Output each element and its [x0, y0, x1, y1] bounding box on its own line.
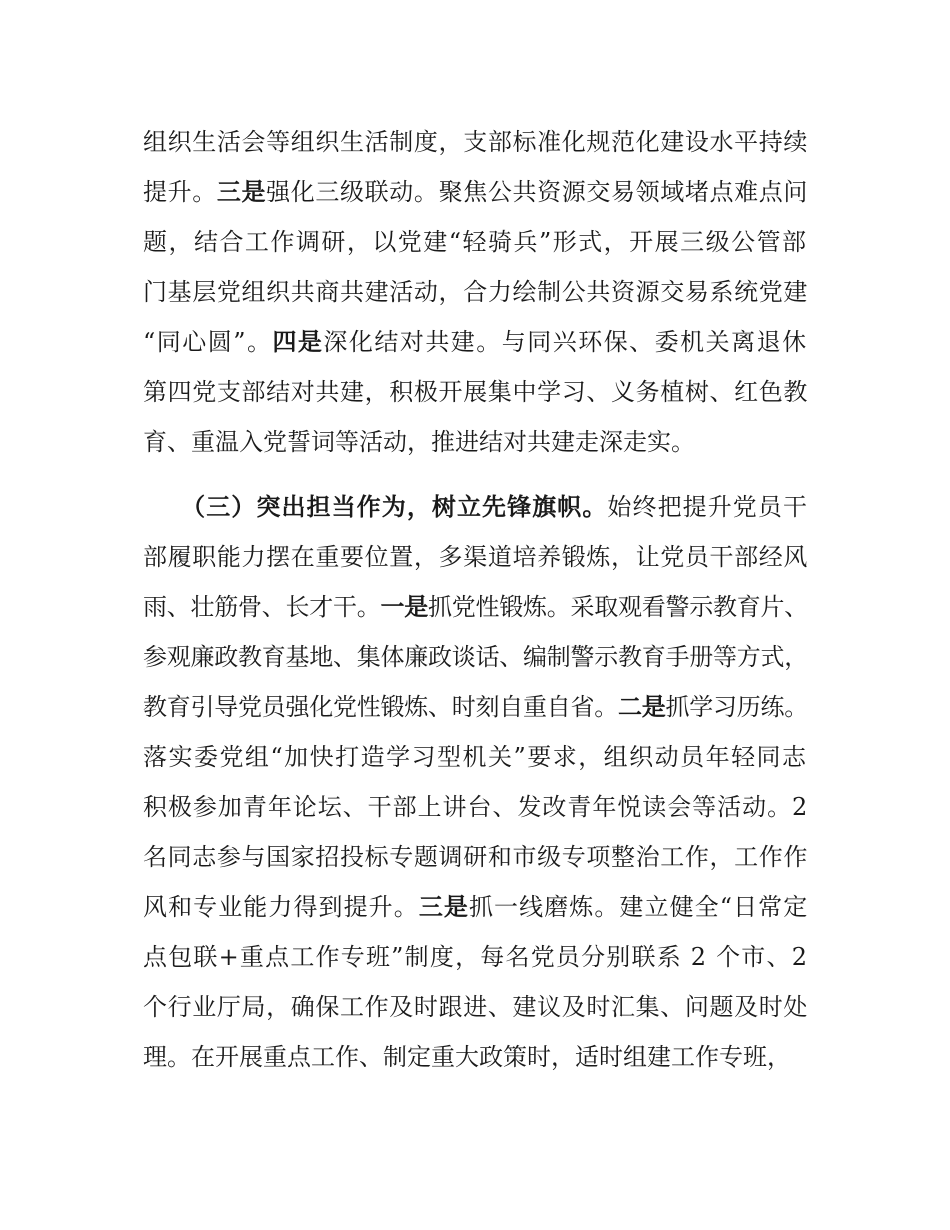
text-line — [143, 991, 808, 1023]
bold-text-run: 三是 — [216, 178, 267, 206]
text-line — [143, 491, 808, 523]
text-run: 门基层党组织共商共建活动，合力绘制公共资源交易系统党建 — [143, 278, 809, 306]
text-line — [143, 226, 808, 258]
text-line — [143, 126, 808, 158]
text-run: 强化三级联动。聚焦公共资源交易领域堵点难点问 — [266, 178, 809, 206]
text-run: 育、重温入党誓词等活动，推进结对共建走深走实。 — [143, 428, 695, 456]
text-run: 抓党性锻炼。采取观看警示教育片、 — [428, 593, 808, 621]
text-run: 抓一线磨炼。建立健全“日常定 — [468, 893, 809, 921]
text-run: 落实委党组“加快打造学习型机关”要求，组织动员年轻同志 — [143, 743, 808, 771]
bold-text-run: 一是 — [380, 593, 428, 621]
bold-text-run: （三）突出担当作为，树立先锋旗帜。 — [193, 493, 608, 521]
text-run: 风和专业能力得到提升。 — [143, 893, 419, 921]
text-line — [143, 276, 808, 308]
text-run: 深化结对共建。与同兴环保、委机关离退休 — [323, 328, 808, 356]
bold-text-run: 三是 — [418, 893, 469, 921]
text-run: 参观廉政教育基地、集体廉政谈话、编制警示教育手册等方式， — [143, 643, 808, 671]
text-run: 抓学习历练。 — [665, 693, 808, 721]
text-line — [143, 591, 808, 623]
text-run: 积极参加青年论坛、干部上讲台、发改青年悦读会等活动。2 — [143, 793, 809, 821]
text-run: 题，结合工作调研，以党建“轻骑兵”形式，开展三级公管部 — [143, 228, 808, 256]
text-line — [143, 941, 808, 973]
bold-text-run: 二是 — [618, 693, 666, 721]
text-run: 雨、壮筋骨、长才干。 — [143, 593, 381, 621]
text-line — [143, 176, 808, 208]
text-line — [143, 376, 808, 408]
text-line — [143, 891, 808, 923]
text-run — [143, 493, 193, 521]
text-run: “同心圆”。 — [143, 328, 273, 356]
text-run: 提升。 — [143, 178, 217, 206]
text-line — [143, 541, 808, 573]
text-line — [143, 741, 808, 773]
text-line — [143, 641, 808, 673]
text-line — [143, 791, 808, 823]
text-run: 理。在开展重点工作、制定重大政策时，适时组建工作专班， — [143, 1043, 791, 1071]
text-line — [143, 691, 808, 723]
text-run: 第四党支部结对共建，积极开展集中学习、义务植树、红色教 — [143, 378, 809, 406]
text-run: 教育引导党员强化党性锻炼、时刻自重自省。 — [143, 693, 618, 721]
bold-text-run: 四是 — [272, 328, 324, 356]
text-line — [143, 1041, 791, 1073]
text-run: 名同志参与国家招投标专题调研和市级专项整治工作，工作作 — [143, 843, 809, 871]
text-line — [143, 426, 695, 458]
text-run: 点包联+重点工作专班”制度，每名党员分别联系 2 个市、2 — [143, 943, 809, 971]
text-run: 部履职能力摆在重要位置，多渠道培养锻炼，让党员干部经风 — [143, 543, 809, 571]
text-run: 组织生活会等组织生活制度，支部标准化规范化建设水平持续 — [143, 128, 809, 156]
text-run: 始终把提升党员干 — [607, 493, 809, 521]
text-run: 个行业厅局，确保工作及时跟进、建议及时汇集、问题及时处 — [143, 993, 809, 1021]
text-line — [143, 326, 808, 358]
text-line — [143, 841, 808, 873]
